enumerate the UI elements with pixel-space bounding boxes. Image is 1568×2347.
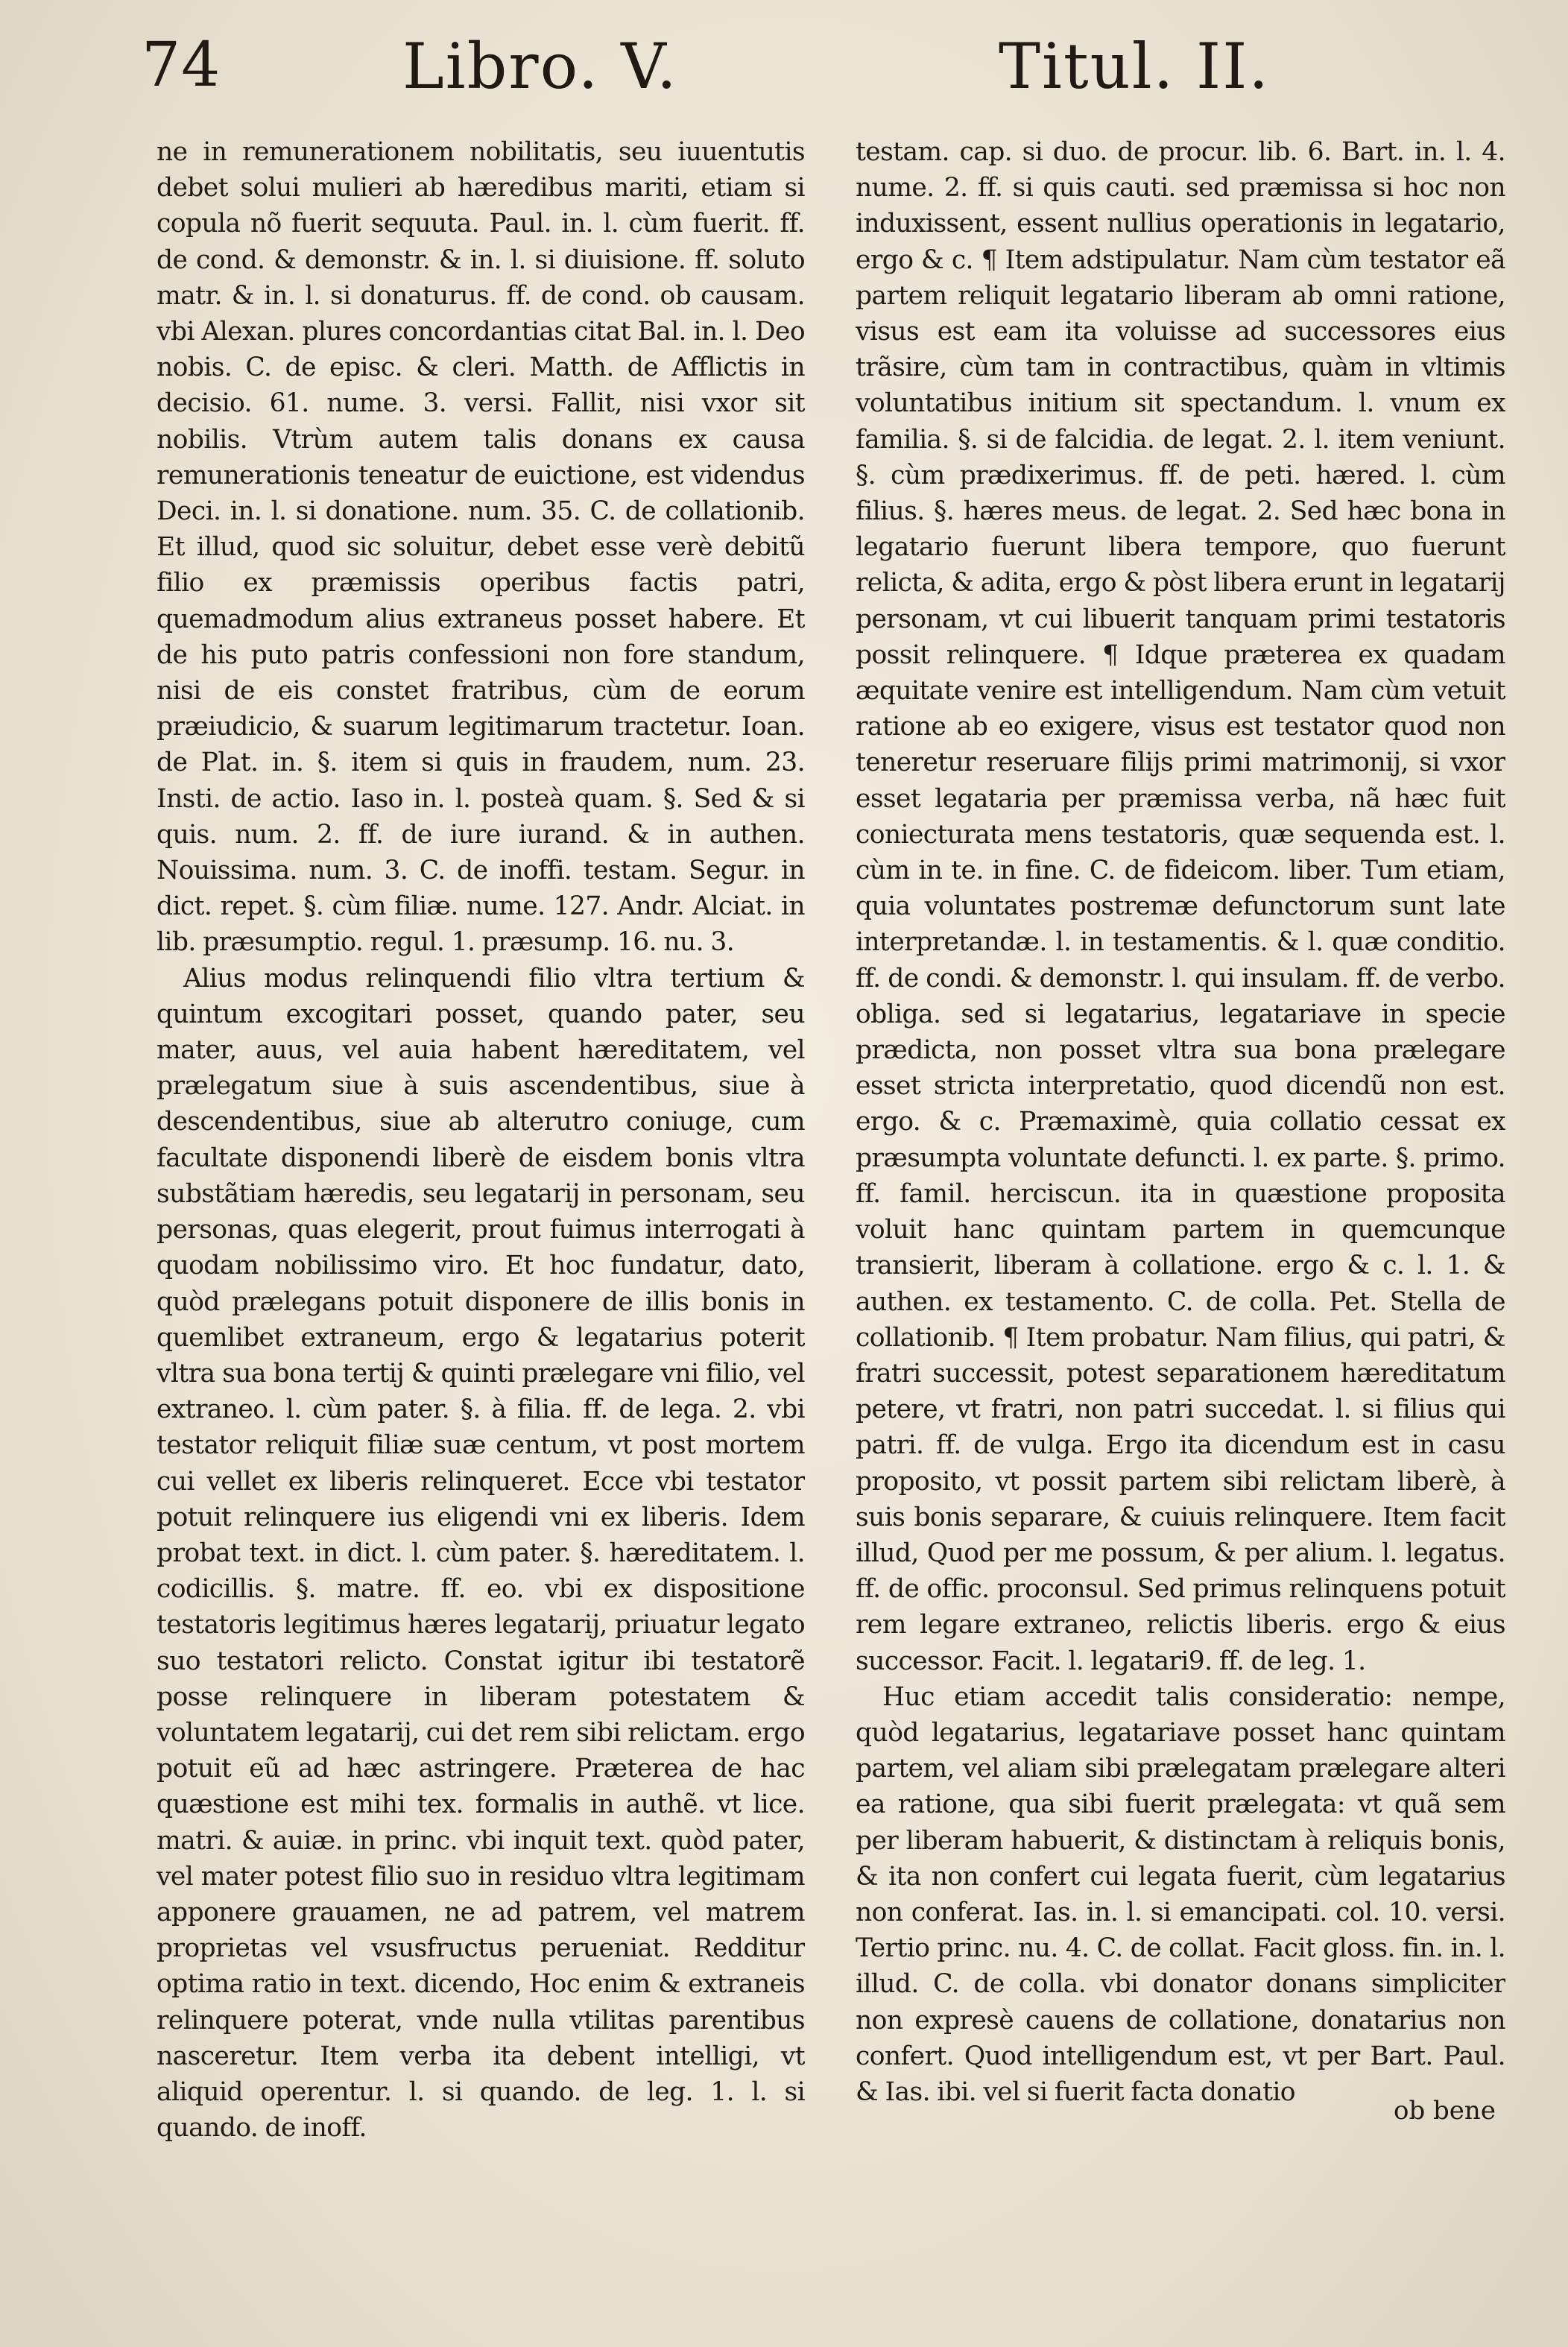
folio-number: 74: [142, 30, 221, 101]
paragraph: ne in remunerationem nobilitatis, seu iuuentutis debet solui mulieri ab hæredibus mariti, etiam si copula nõ fuerit sequuta. Paul. in. l. cùm fuerit. ff. de cond. & demonstr. & in. l. si diuisione. ff. soluto matr. & in. l. si donaturus. ff. de cond. ob causam. vbi Alexan. plures concordantias citat Bal. in. l. Deo nobis. C. de episc. & cleri. Matth. de Afflictis in decisio. 61. nume. 3. versi. Fallit, nisi vxor sit nobilis. Vtrùm autem talis donans ex causa remunerationis teneatur de euictione, est videndus Deci. in. l. si donatione. num. 35. C. de collationib. Et illud, quod sic soluitur, debet esse verè debitũ filio ex præmissis operibus factis patri, quemadmodum alius extraneus posset habere. Et de his puto patris confessioni non fore standum, nisi de eis constet fratribus, cùm de eorum præiudicio, & suarum legitimarum tractetur. Ioan. de Plat. in. §. item si quis in fraudem, num. 23. Insti. de actio. Iaso in. l. posteà quam. §. Sed & si quis. num. 2. ff. de iure iurand. & in authen. Nouissima. num. 3. C. de inoffi. testam. Segur. in dict. repet. §. cùm filiæ. nume. 127. Andr. Alciat. in lib. præsumptio. regul. 1. præsump. 16. nu. 3.: [157, 137, 805, 958]
catchword: ob bene: [1394, 2096, 1496, 2126]
running-head-book: Libro. V.: [402, 30, 678, 103]
paragraph: Alius modus relinquendi filio vltra tertium & quintum excogitari posset, quando pater, seu mater, auus, vel auia habent hæreditatem, vel prælegatum siue à suis ascendentibus, siue à descendentibus, siue ab alterutro coniuge, cum facultate disponendi liberè de eisdem bonis vltra substãtiam hæredis, seu legatarij in personam, seu personas, quas elegerit, prout fuimus interrogati à quodam nobilissimo viro. Et hoc fundatur, dato, quòd prælegans potuit disponere de illis bonis in quemlibet extraneum, ergo & legatarius poterit vltra sua bona tertij & quinti prælegare vni filio, vel extraneo. l. cùm pater. §. à filia. ff. de lega. 2. vbi testator reliquit filiæ suæ centum, vt post mortem cui vellet ex liberis relinqueret. Ecce vbi testator potuit relinquere ius eligendi vni ex liberis. Idem probat text. in dict. l. cùm pater. §. hæreditatem. l. codicillis. §. matre. ff. eo. vbi ex dispositione testatoris legitimus hæres legatarij, priuatur legato suo testatori relicto. Constat igitur ibi testatorẽ posse relinquere in liberam potestatem & voluntatem legatarij, cui det rem sibi relictam. ergo potuit eũ ad hæc astringere. Præterea de hac quæstione est mihi tex. formalis in authẽ. vt lice. matri. & auiæ. in princ. vbi inquit text. quòd pater, vel mater potest filio suo in residuo vltra legitimam apponere grauamen, ne ad patrem, vel matrem proprietas vel vsusfructus perueniat. Redditur optima ratio in text. dicendo, Hoc enim & extraneis relinquere poterat, vnde nulla vtilitas parentibus nasceretur. Item verba ita debent intelligi, vt aliquid operentur. l. si quando. de leg. 1. l. si quando. de inoff.: [157, 963, 805, 2144]
paragraph: testam. cap. si duo. de procur. lib. 6. Bart. in. l. 4. nume. 2. ff. si quis cauti. sed præmissa si hoc non induxissent, essent nullius operationis in legatario, ergo & c. ¶ Item adstipulatur. Nam cùm testator eã partem reliquit legatario liberam ab omni ratione, visus est eam ita voluisse ad successores eius trãsire, cùm tam in contractibus, quàm in vltimis voluntatibus initium sit spectandum. l. vnum ex familia. §. si de falcidia. de legat. 2. l. item veniunt. §. cùm prædixerimus. ff. de peti. hæred. l. cùm filius. §. hæres meus. de legat. 2. Sed hæc bona in legatario fuerunt libera tempore, quo fuerunt relicta, & adita, ergo & pòst libera erunt in legatarij personam, vt cui libuerit tanquam primi testatoris possit relinquere. ¶ Idque præterea ex quadam æquitate venire est intelligendum. Nam cùm vetuit ratione ab eo exigere, visus est testator quod non teneretur reseruare filijs primi matrimonij, si vxor esset legataria per præmissa verba, nã hæc fuit coniecturata mens testatoris, quæ sequenda est. l. cùm in te. in fine. C. de fideicom. liber. Tum etiam, quia voluntates postremæ defunctorum sunt late interpretandæ. l. in testamentis. & l. quæ conditio. ff. de condi. & demonstr. l. qui insulam. ff. de verbo. obliga. sed si legatarius, legatariave in specie prædicta, non posset vltra sua bona prælegare esset stricta interpretatio, quod dicendũ non est. ergo. & c. Præmaximè, quia collatio cessat ex præsumpta voluntate defuncti. l. ex parte. §. primo. ff. famil. herciscun. ita in quæstione proposita voluit hanc quintam partem in quemcunque transierit, liberam à collatione. ergo & c. l. 1. & authen. ex testamento. C. de colla. Pet. Stella de collationib. ¶ Item probatur. Nam filius, qui patri, & fratri successit, potest separationem hæreditatum petere, vt fratri, non patri succedat. l. si filius qui patri. ff. de vulga. Ergo ita dicendum est in casu proposito, vt possit partem sibi relictam liberè, à suis bonis separare, & cuiuis relinquere. Item facit illud, Quod per me possum, & per alium. l. legatus. ff. de offic. proconsul. Sed primus relinquens potuit rem legare extraneo, relictis liberis. ergo & eius successor. Facit. l. legatari9. ff. de leg. 1.: [856, 137, 1505, 1676]
paragraph: Huc etiam accedit talis consideratio: nempe, quòd legatarius, legatariave posset hanc quintam partem, vel aliam sibi prælegatam prælegare alteri ea ratione, qua sibi fuerit prælegata: vt quã sem per liberam habuerit, & distinctam à reliquis bonis, & ita non confert cui legata fuerit, cùm legatarius non conferat. Ias. in. l. si emancipati. col. 10. versi. Tertio princ. nu. 4. C. de collat. Facit gloss. fin. in. l. illud. C. de colla. vbi donator donans simpliciter non expresè cauens de collatione, donatarius non confert. Quod intelligendum est, vt per Bart. Paul. & Ias. ibi. vel si fuerit facta donatio: [856, 1681, 1505, 2107]
page-header: [142, 30, 1304, 112]
left-text-column: [157, 134, 805, 2147]
right-text-column: [856, 134, 1505, 2147]
running-head-title: Titul. II.: [999, 30, 1271, 103]
